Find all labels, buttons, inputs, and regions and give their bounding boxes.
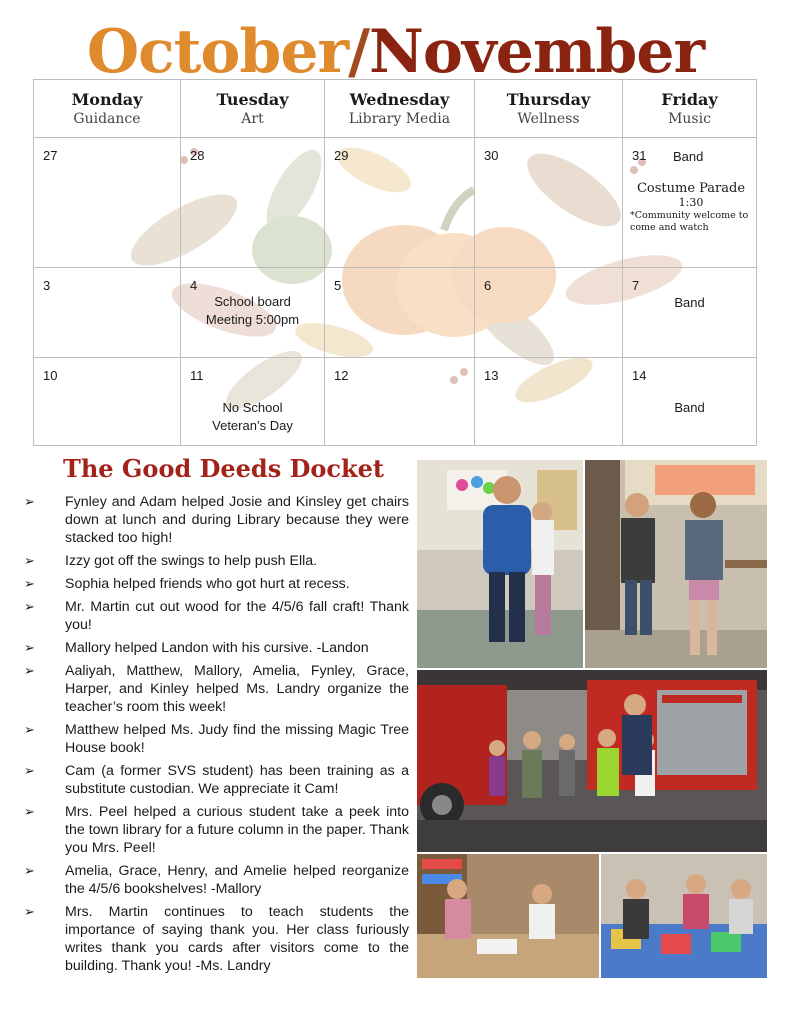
day-number: 13 [484, 368, 499, 383]
calendar-day-cell [325, 138, 475, 268]
list-item [24, 803, 409, 857]
deed-text: Mrs. Martin continues to teach students the importance of saying thank you. Her class furiously writes thank you cards after visitors come to the building. Thank you! -Ms. Landry [65, 904, 409, 974]
special-name: Guidance [73, 111, 141, 127]
photo-reading-rug [601, 854, 767, 978]
calendar-day-cell [325, 358, 475, 445]
arrow-bullet-icon: ➢ [24, 863, 35, 878]
arrow-bullet-icon: ➢ [24, 599, 35, 614]
photo-classroom-boys [417, 460, 583, 668]
day-number: 27 [43, 148, 58, 163]
photo-collage [417, 460, 767, 978]
list-item [24, 552, 409, 570]
list-item [24, 662, 409, 716]
event-school-board [181, 293, 324, 329]
calendar-day-cell [623, 268, 756, 358]
docket-list [24, 493, 409, 980]
parade-time: 1:30 [678, 196, 704, 209]
deed-text: Izzy got off the swings to help push Ella. [65, 553, 318, 569]
deed-text: Sophia helped friends who got hurt at recess. [65, 576, 350, 592]
deed-text: Fynley and Adam helped Josie and Kinsley get chairs down at lunch and during Library because they were stacked too high! [65, 494, 409, 546]
photo-fire-truck [417, 670, 767, 852]
special-name: Music [668, 111, 711, 127]
event-band: Band [674, 295, 705, 310]
day-number: 11 [190, 368, 204, 383]
event-no-school [181, 399, 324, 435]
list-item [24, 598, 409, 634]
day-name: Friday [661, 90, 718, 109]
event-line: No School [222, 400, 283, 415]
list-item [24, 862, 409, 898]
header-friday [623, 80, 756, 138]
arrow-bullet-icon: ➢ [24, 576, 35, 591]
calendar-day-cell [34, 358, 181, 445]
arrow-bullet-icon: ➢ [24, 553, 35, 568]
list-item [24, 721, 409, 757]
arrow-bullet-icon: ➢ [24, 640, 35, 655]
header-tuesday [181, 80, 325, 138]
calendar-day-cell [181, 358, 325, 445]
list-item [24, 903, 409, 975]
arrow-bullet-icon: ➢ [24, 722, 35, 737]
calendar-day-cell [623, 138, 756, 268]
event-line: School board [214, 294, 291, 309]
event-band: Band [674, 400, 705, 415]
calendar-day-cell [475, 268, 623, 358]
arrow-bullet-icon: ➢ [24, 904, 35, 919]
event-band: Band [673, 149, 704, 164]
header-monday [34, 80, 181, 138]
list-item [24, 762, 409, 798]
day-number: 29 [334, 148, 349, 163]
day-number: 12 [334, 368, 349, 383]
calendar-day-cell [181, 138, 325, 268]
calendar-day-cell [34, 268, 181, 358]
event-line: Veteran’s Day [212, 418, 293, 433]
day-name: Tuesday [216, 90, 289, 109]
day-number: 14 [632, 368, 647, 383]
header-thursday [475, 80, 623, 138]
special-name: Library Media [348, 111, 451, 127]
calendar-day-cell [475, 358, 623, 445]
calendar-day-cell [34, 138, 181, 268]
day-number: 4 [190, 278, 198, 293]
deed-text: Amelia, Grace, Henry, and Amelie helped reorganize the 4/5/6 bookshelves! -Mallory [65, 863, 409, 897]
day-number: 6 [484, 278, 492, 293]
day-number: 30 [484, 148, 499, 163]
deed-text: Matthew helped Ms. Judy find the missing Magic Tree House book! [65, 722, 409, 756]
arrow-bullet-icon: ➢ [24, 663, 35, 678]
calendar-day-cell [325, 268, 475, 358]
day-name: Thursday [506, 90, 591, 109]
docket-title: The Good Deeds Docket [63, 454, 384, 483]
photo-classroom-kids [585, 460, 767, 668]
day-number: 3 [43, 278, 51, 293]
day-number: 31 [632, 148, 647, 163]
deed-text: Mr. Martin cut out wood for the 4/5/6 fall craft! Thank you! [65, 599, 409, 633]
deed-text: Cam (a former SVS student) has been training as a substitute custodian. We appreciate it Cam! [65, 763, 409, 797]
day-name: Monday [71, 90, 143, 109]
list-item [24, 575, 409, 593]
title-slash: / [348, 17, 370, 87]
list-item [24, 639, 409, 657]
deed-text: Mallory helped Landon with his cursive. -Landon [65, 640, 369, 656]
special-name: Art [241, 111, 264, 127]
day-number: 7 [632, 278, 640, 293]
photo-library-table [417, 854, 599, 978]
title-november: November [369, 17, 705, 87]
calendar-day-cell [623, 358, 756, 445]
arrow-bullet-icon: ➢ [24, 494, 35, 509]
special-name: Wellness [517, 111, 580, 127]
calendar [33, 79, 757, 446]
arrow-bullet-icon: ➢ [24, 763, 35, 778]
header-wednesday [325, 80, 475, 138]
calendar-day-cell [475, 138, 623, 268]
title-october: October [86, 17, 349, 87]
day-number: 28 [190, 148, 205, 163]
costume-parade-event [630, 181, 752, 234]
list-item [24, 493, 409, 547]
deed-text: Mrs. Peel helped a curious student take a peek into the town library for a future column in the paper. Thank you Mrs. Peel! [65, 804, 409, 856]
arrow-bullet-icon: ➢ [24, 804, 35, 819]
day-number: 5 [334, 278, 342, 293]
event-line: Meeting 5:00pm [205, 312, 300, 327]
calendar-day-cell [181, 268, 325, 358]
parade-title: Costume Parade [636, 181, 746, 196]
day-name: Wednesday [349, 90, 450, 109]
deed-text: Aaliyah, Matthew, Mallory, Amelia, Fynley, Grace, Harper, and Kinley helped Ms. Landry organize the teacher’s room this week! [65, 663, 409, 715]
parade-note: *Community welcome to come and watch [630, 210, 749, 233]
day-number: 10 [43, 368, 58, 383]
